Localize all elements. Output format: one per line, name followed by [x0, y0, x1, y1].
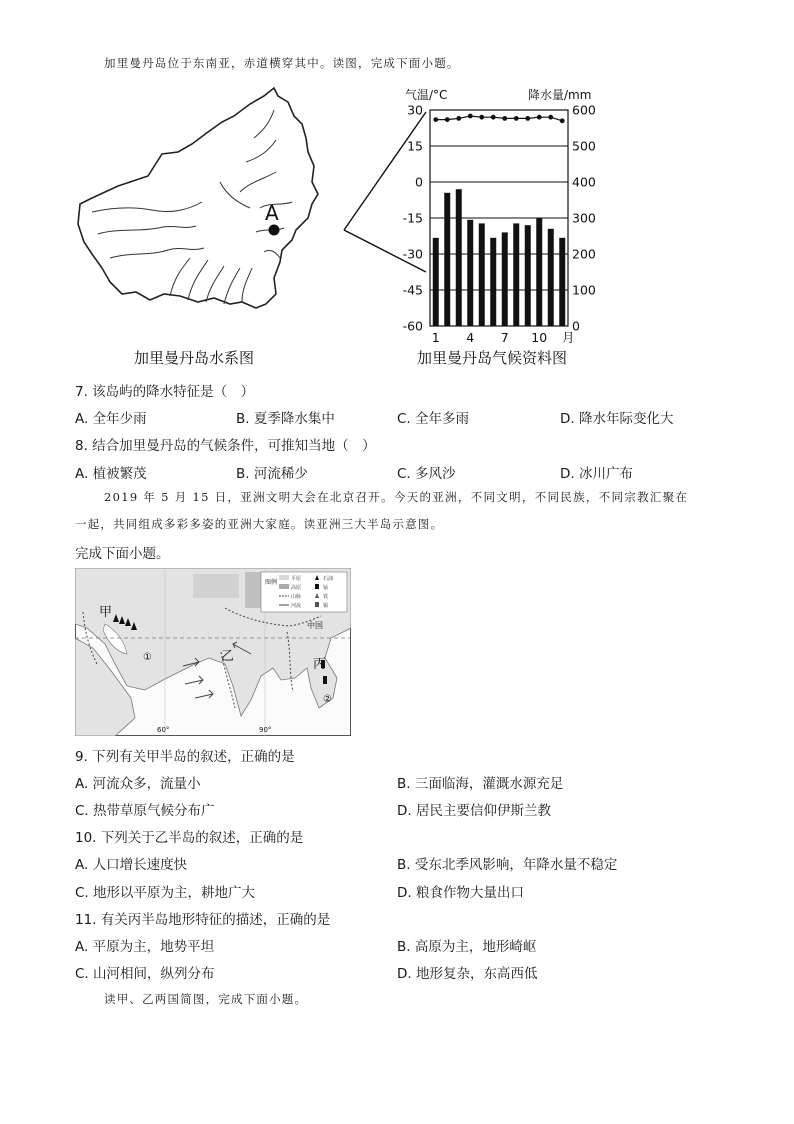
right-tick-label: 300 — [572, 210, 596, 226]
intro-text-2-line2: 一起，共同组成多彩多姿的亚洲大家庭。读亚洲三大半岛示意图。 — [75, 517, 444, 531]
right-tick-label: 600 — [572, 102, 596, 118]
rivers — [92, 110, 292, 304]
q10-stem: 10. 下列关于乙半岛的叙述，正确的是 — [75, 830, 304, 846]
q8-option-d[interactable]: D. 冰川广布 — [560, 466, 633, 482]
svg-text:河流: 河流 — [291, 603, 302, 609]
temperature-point-4 — [468, 114, 473, 119]
temperature-point-3 — [456, 116, 461, 121]
precip-bar-4 — [467, 220, 473, 326]
intro-text-2-line1: 2019 年 5 月 15 日，亚洲文明大会在北京召开。今天的亚洲，不同文明，不同民族，不同宗教汇聚在 — [104, 490, 689, 504]
x-tick-label: 月 — [561, 330, 575, 345]
island-river-map — [70, 82, 370, 372]
intro-text-1: 加里曼丹岛位于东南亚，赤道横穿其中。读图，完成下面小题。 — [104, 56, 460, 70]
q10-option-b[interactable]: B. 受东北季风影响，年降水量不稳定 — [397, 857, 618, 873]
temperature-point-9 — [525, 116, 530, 121]
label-bing: 丙 — [313, 657, 327, 672]
precip-bar-6 — [490, 238, 496, 326]
q10-option-d[interactable]: D. 粮食作物大量出口 — [397, 885, 524, 901]
temperature-point-2 — [445, 117, 450, 122]
precip-bar-7 — [502, 232, 508, 326]
precip-bar-8 — [513, 223, 519, 326]
svg-text:高原: 高原 — [291, 585, 302, 591]
precip-bar-5 — [479, 223, 485, 326]
precip-bar-12 — [559, 238, 565, 326]
precip-bar-10 — [536, 218, 542, 326]
climate-chart — [395, 82, 615, 372]
label-jia: 甲 — [99, 605, 113, 620]
left-tick-label: -30 — [402, 246, 423, 262]
precip-bar-11 — [548, 229, 554, 326]
q7-option-a[interactable]: A. 全年少雨 — [75, 411, 147, 427]
svg-text:图例: 图例 — [265, 579, 278, 586]
q11-option-c[interactable]: C. 山河相间，纵列分布 — [75, 966, 215, 982]
x-tick-label: 4 — [466, 330, 475, 345]
left-tick-label: -60 — [402, 318, 423, 334]
q7-option-c[interactable]: C. 全年多雨 — [397, 411, 470, 427]
temperature-point-7 — [502, 116, 507, 121]
left-axis-label: 气温/°C — [405, 88, 448, 102]
map-legend — [261, 572, 347, 612]
x-tick-label: 7 — [500, 330, 509, 345]
right-axis-label: 降水量/mm — [528, 88, 592, 102]
temperature-point-1 — [433, 117, 438, 122]
precip-bar-3 — [456, 189, 462, 326]
point-a-label: A — [265, 201, 279, 225]
temperature-point-10 — [537, 115, 542, 120]
left-tick-label: -15 — [402, 210, 423, 226]
asia-peninsulas-map — [75, 568, 351, 736]
svg-text:铁: 铁 — [323, 594, 329, 600]
label-china: 中国 — [307, 621, 323, 630]
svg-text:锰: 锰 — [323, 585, 329, 591]
q8-option-b[interactable]: B. 河流稀少 — [236, 466, 308, 482]
label-circle-2: ② — [323, 694, 332, 705]
q8-stem: 8. 结合加里曼丹岛的气候条件，可推知当地（ ） — [75, 438, 376, 454]
left-tick-label: -45 — [402, 282, 423, 298]
q10-option-a[interactable]: A. 人口增长速度快 — [75, 857, 188, 873]
precip-bar-2 — [444, 193, 450, 326]
q11-option-d[interactable]: D. 地形复杂，东高西低 — [397, 966, 538, 982]
q11-option-b[interactable]: B. 高原为主，地形崎岖 — [397, 939, 537, 955]
temperature-point-6 — [491, 115, 496, 120]
q9-option-c[interactable]: C. 热带草原气候分布广 — [75, 803, 215, 819]
q8-option-a[interactable]: A. 植被繁茂 — [75, 466, 147, 482]
left-tick-label: 15 — [407, 138, 423, 154]
q7-option-b[interactable]: B. 夏季降水集中 — [236, 411, 335, 427]
temperature-point-11 — [548, 115, 553, 120]
q11-option-a[interactable]: A. 平原为主，地势平坦 — [75, 939, 215, 955]
q7-option-d[interactable]: D. 降水年际变化大 — [560, 411, 674, 427]
q9-option-a[interactable]: A. 河流众多，流量小 — [75, 776, 201, 792]
map1-caption: 加里曼丹岛水系图 — [134, 349, 255, 367]
temperature-point-5 — [479, 115, 484, 120]
left-tick-label: 0 — [415, 174, 423, 190]
q8-option-c[interactable]: C. 多风沙 — [397, 466, 456, 482]
x-tick-label: 10 — [531, 330, 548, 345]
intro-text-3: 读甲、乙两国简图，完成下面小题。 — [104, 992, 308, 1006]
svg-text:石油: 石油 — [323, 576, 334, 582]
label-yi: 乙 — [221, 649, 235, 664]
label-circle-1: ① — [143, 652, 152, 663]
q10-option-c[interactable]: C. 地形以平原为主，耕地广大 — [75, 885, 256, 901]
svg-text:平原: 平原 — [291, 576, 302, 582]
q9-option-d[interactable]: D. 居民主要信仰伊斯兰教 — [397, 803, 551, 819]
chart-title: 加里曼丹岛气候资料图 — [417, 349, 568, 367]
right-tick-label: 400 — [572, 174, 596, 190]
right-tick-label: 100 — [572, 282, 596, 298]
point-a-marker — [269, 225, 280, 236]
intro-text-2-line3: 完成下面小题。 — [75, 546, 170, 562]
x-tick-label: 1 — [431, 330, 440, 345]
temperature-point-8 — [514, 116, 519, 121]
q7-stem: 7. 该岛屿的降水特征是（ ） — [75, 384, 255, 400]
q9-stem: 9. 下列有关甲半岛的叙述，正确的是 — [75, 749, 295, 765]
svg-text:山脉: 山脉 — [291, 594, 302, 600]
left-tick-label: 30 — [407, 102, 423, 118]
right-tick-label: 500 — [572, 138, 596, 154]
q9-option-b[interactable]: B. 三面临海，灌溉水源充足 — [397, 776, 564, 792]
right-tick-label: 0 — [572, 318, 580, 334]
precip-bar-1 — [433, 238, 439, 326]
label-lon60: 60° — [157, 726, 170, 734]
temperature-point-12 — [560, 118, 565, 123]
q11-stem: 11. 有关丙半岛地形特征的描述，正确的是 — [75, 912, 331, 928]
svg-text:锡: 锡 — [323, 603, 329, 609]
temperature-line — [436, 116, 563, 121]
precip-bar-9 — [525, 225, 531, 326]
label-lon90: 90° — [259, 726, 272, 734]
right-tick-label: 200 — [572, 246, 596, 262]
